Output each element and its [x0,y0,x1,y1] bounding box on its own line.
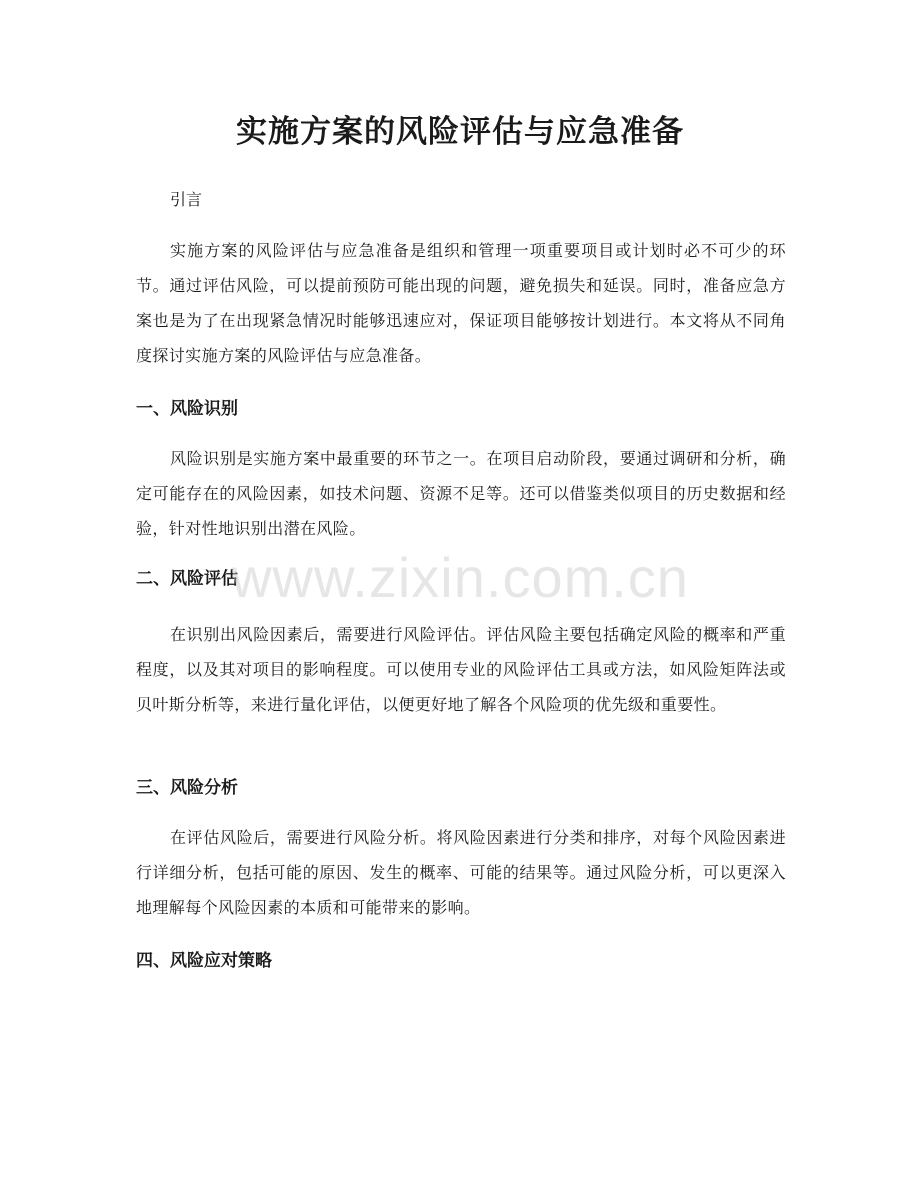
section-heading-4: 四、风险应对策略 [136,951,272,971]
section-heading-3: 三、风险分析 [136,778,238,798]
section-paragraph-2: 在识别出风险因素后，需要进行风险评估。评估风险主要包括确定风险的概率和严重程度，以及其对项目的影响程度。可以使用专业的风险评估工具或方法，如风险矩阵法或贝叶斯分析等，来进行量化评估，以便更好地了解各个风险项的优先级和重要性。 [136,625,786,714]
section-heading-1: 一、风险识别 [136,399,238,419]
intro-paragraph: 实施方案的风险评估与应急准备是组织和管理一项重要项目或计划时必不可少的环节。通过评估风险，可以提前预防可能出现的问题，避免损失和延误。同时，准备应急方案也是为了在出现紧急情况时能够迅速应对，保证项目能够按计划进行。本文将从不同角度探讨实施方案的风险评估与应急准备。 [136,241,786,365]
section-heading-2: 二、风险评估 [136,569,238,589]
watermark-text: www.zixin.com.cn [231,546,689,609]
intro-label: 引言 [170,190,203,209]
section-paragraph-1: 风险识别是实施方案中最重要的环节之一。在项目启动阶段，要通过调研和分析，确定可能存在的风险因素，如技术问题、资源不足等。还可以借鉴类似项目的历史数据和经验，针对性地识别出潜在风险。 [136,449,786,538]
document-title: 实施方案的风险评估与应急准备 [236,114,684,150]
section-paragraph-3: 在评估风险后，需要进行风险分析。将风险因素进行分类和排序，对每个风险因素进行详细分析，包括可能的原因、发生的概率、可能的结果等。通过风险分析，可以更深入地理解每个风险因素的本质和可能带来的影响。 [136,828,786,917]
